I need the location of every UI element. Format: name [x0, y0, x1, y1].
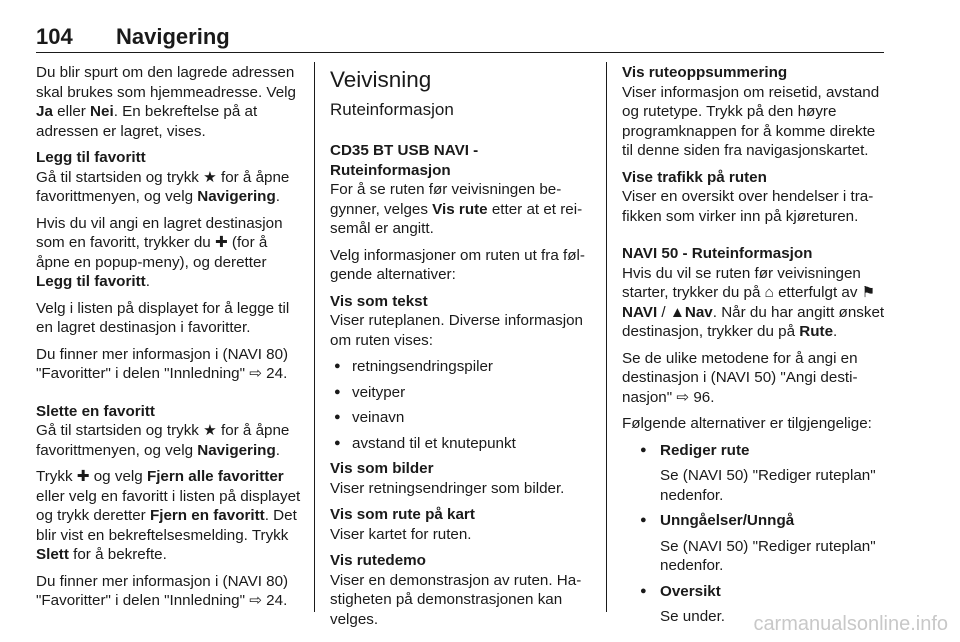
section-heading: Vis som rute på kart — [330, 506, 475, 523]
section-heading: Vis som tekst — [330, 292, 428, 310]
paragraph: Viser en oversikt over hendelser i trafikken som virker inn på kjøreturen. — [622, 188, 874, 225]
section-heading: Vise trafikk på ruten — [622, 168, 767, 186]
item-description: Se (NAVI 50) "Rediger ruteplan" nedenfor. — [660, 537, 876, 574]
item-description: Se under. — [660, 608, 726, 625]
section-heading: Vis ruteoppsummering — [622, 64, 788, 81]
item-description: Se (NAVI 50) "Rediger ruteplan" nedenfor. — [660, 467, 876, 504]
list-item: ● Rediger rute Se (NAVI 50) "Rediger ruteplan" nedenfor. — [630, 441, 888, 506]
paragraph: Gå til startsiden og trykk ★ for å åpne favorittmenyen, og velg Navigering. — [36, 168, 290, 205]
paragraph: Følgende alternativer er tilgjengelige: — [622, 415, 872, 432]
list-item: ● veinavn — [330, 408, 592, 428]
section-heading: Slette en favoritt — [36, 402, 155, 420]
paragraph: Velg i listen på displayet for å legge til en lagret destinasjon i favoritter. — [36, 299, 290, 336]
arrow-ref-icon: ⇨ — [676, 388, 690, 406]
column-2 — [330, 63, 592, 636]
paragraph: For å se ruten før veivisningen begynner, velges Vis rute etter at et reisemål er angitt. — [330, 181, 583, 237]
paragraph: Du finner mer informasjon i (NAVI 80) "Favoritter" i delen "Innledning" ⇨ 24. — [36, 572, 289, 609]
bullet-list — [330, 357, 592, 453]
column-3 — [622, 63, 888, 633]
column-1 — [36, 63, 302, 618]
flag-icon: ⚑ — [861, 284, 876, 301]
paragraph: Du blir spurt om den lagrede adressen skal brukes som hjemmeadresse. Velg Ja eller Nei. En bekreftelse på at adressen er lagret, vises. — [36, 64, 296, 140]
chapter-title: Veivisning — [330, 67, 432, 92]
list-item: ● Oversikt Se under. — [630, 582, 888, 627]
paragraph: Viser kartet for ruten. — [330, 525, 472, 543]
home-icon: ⌂ — [764, 284, 774, 301]
section-heading: NAVI 50 - Ruteinformasjon — [622, 245, 813, 262]
section-heading: CD35 BT USB NAVI - Ruteinformasjon — [330, 142, 479, 179]
list-item: ● Unngåelser/Unngå Se (NAVI 50) "Rediger ruteplan" nedenfor. — [630, 511, 888, 576]
column-divider-1 — [314, 62, 315, 612]
paragraph: Gå til startsiden og trykk ★ for å åpne favorittmenyen, og velg Navigering. — [36, 422, 290, 459]
chapter-subtitle: Ruteinformasjon — [330, 100, 454, 119]
nav-person-icon: ▲ — [669, 303, 685, 321]
column-divider-2 — [606, 62, 607, 612]
section-heading: Vis rutedemo — [330, 552, 426, 569]
page-header — [36, 24, 884, 52]
paragraph: Hvis du vil angi en lagret destinasjon som en favoritt, trykker du ✚ (for å åpne en popup-meny), og deretter Legg til favoritt. — [36, 214, 283, 290]
list-item: ● avstand til et knutepunkt — [330, 434, 592, 454]
paragraph: Viser retningsendringer som bilder. — [330, 479, 565, 497]
paragraph: Se de ulike metodene for å angi en destinasjon i (NAVI 50) "Angi destinasjon" ⇨ 96. — [622, 349, 858, 406]
watermark: carmanualsonline.info — [753, 613, 948, 635]
paragraph: Velg informasjoner om ruten ut fra følgende alternativer: — [330, 246, 585, 283]
plus-icon: ✚ — [214, 234, 228, 251]
section-heading: Legg til favoritt — [36, 149, 146, 166]
page-number: 104 — [36, 24, 73, 49]
paragraph: Trykk ✚ og velg Fjern alle favoritter eller velg en favoritt i listen på displayet og trykk deretter Fjern en favoritt. Det blir vist en bekreftelsesmelding. Trykk Slett for å bekrefte. — [36, 468, 301, 563]
star-icon: ★ — [203, 422, 217, 439]
header-rule — [36, 52, 884, 53]
star-icon: ★ — [203, 168, 217, 186]
paragraph: Viser en demonstrasjon av ruten. Hastigheten på demonstrasjonen kan velges. — [330, 571, 582, 628]
options-list — [630, 441, 888, 627]
paragraph: Viser informasjon om reisetid, avstand og rutetype. Trykk på den høyre programknappen for å komme direkte til denne siden fra navigasjonskartet. — [622, 83, 880, 159]
arrow-ref-icon: ⇨ — [249, 365, 262, 382]
paragraph: Hvis du vil se ruten før veivisningen starter, trykker du på ⌂ etterfulgt av ⚑NAVI / ▲Nav. Når du har angitt ønsket destinasjon, trykker du på Rute. — [622, 264, 885, 340]
plus-icon: ✚ — [76, 468, 90, 485]
paragraph: Viser ruteplanen. Diverse informasjon om ruten vises: — [330, 312, 583, 349]
section-heading: Vis som bilder — [330, 460, 434, 477]
arrow-ref-icon: ⇨ — [249, 592, 262, 609]
list-item: ● veityper — [330, 383, 592, 403]
page-title: Navigering — [116, 24, 230, 49]
list-item: ● retningsendringspiler — [330, 357, 592, 377]
paragraph: Du finner mer informasjon i (NAVI 80) "Favoritter" i delen "Innledning" ⇨ 24. — [36, 345, 289, 382]
